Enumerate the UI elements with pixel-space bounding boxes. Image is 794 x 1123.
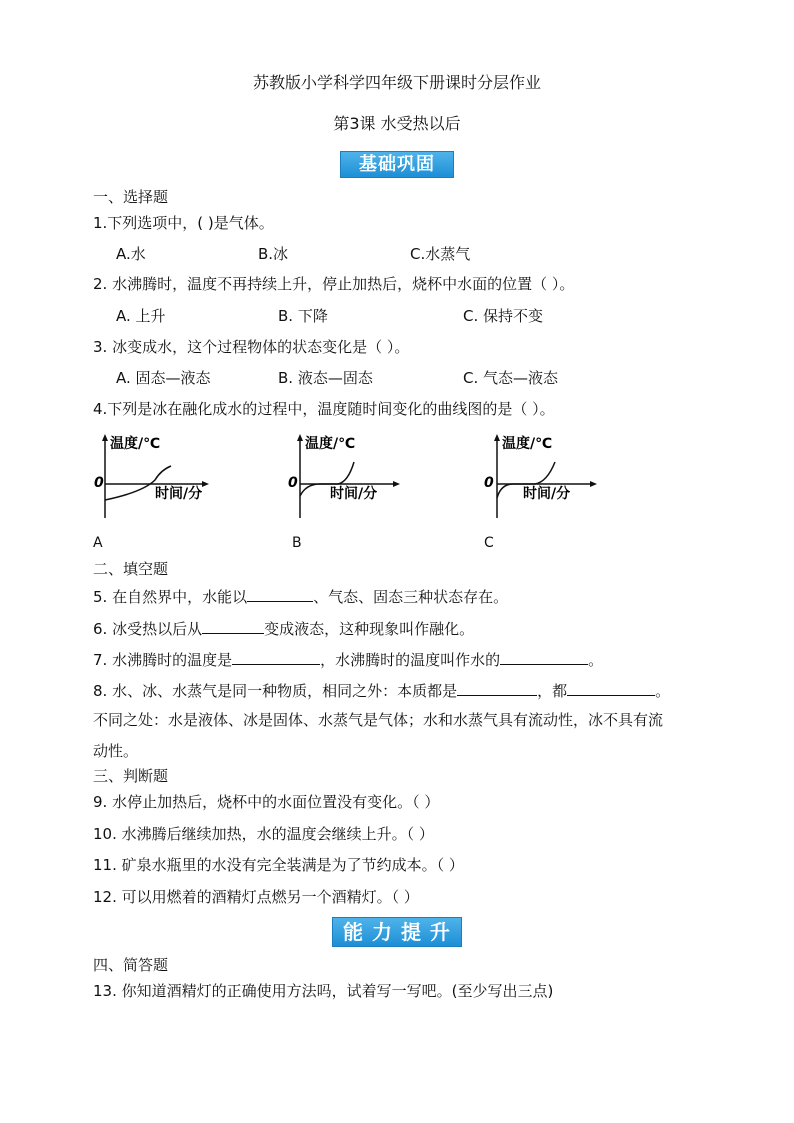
q2-option-b: B. 下降 xyxy=(278,307,328,325)
graph-b xyxy=(286,432,406,522)
question-2: 2. 水沸腾时，温度不再持续上升，停止加热后，烧杯中水面的位置（ ）。 xyxy=(93,275,575,293)
question-7 xyxy=(93,649,603,670)
graph-c-ylabel: 温度/℃ xyxy=(502,436,553,452)
graph-a xyxy=(93,432,213,522)
q5-blank[interactable] xyxy=(247,586,313,602)
q3-option-c: C. 气态—液态 xyxy=(463,369,559,387)
q1-option-b: B.冰 xyxy=(258,245,289,263)
question-13: 13. 你知道酒精灯的正确使用方法吗，试着写一写吧。(至少写出三点) xyxy=(93,982,554,1000)
q7-text-post: 。 xyxy=(588,651,604,669)
section-short-answer-heading: 四、简答题 xyxy=(93,956,169,974)
q8-blank-2[interactable] xyxy=(567,680,655,696)
q8-line-2: 不同之处：水是液体、冰是固体、水蒸气是气体；水和水蒸气具有流动性，冰不具有流 xyxy=(93,711,664,729)
section-judge-heading: 三、判断题 xyxy=(93,767,169,785)
q8-line-3: 动性。 xyxy=(93,742,139,760)
q3-option-a: A. 固态—液态 xyxy=(116,369,211,387)
graph-b-label: B xyxy=(292,535,302,551)
q6-text-post: 变成液态，这种现象叫作融化。 xyxy=(264,620,475,638)
question-3: 3. 冰变成水，这个过程物体的状态变化是（ ）。 xyxy=(93,338,410,356)
q6-text-pre: 6. 冰受热以后从 xyxy=(93,620,203,638)
q1-option-a: A.水 xyxy=(116,245,146,263)
q2-option-a: A. 上升 xyxy=(116,307,166,325)
graph-c-label: C xyxy=(484,535,494,551)
document-title: 苏教版小学科学四年级下册课时分层作业 xyxy=(252,73,541,92)
q5-text-post: 、气态、固态三种状态存在。 xyxy=(313,588,509,606)
question-8 xyxy=(93,680,670,701)
question-11: 11. 矿泉水瓶里的水没有完全装满是为了节约成本。（ ） xyxy=(93,856,464,874)
q7-text-mid: ，水沸腾时的温度叫作水的 xyxy=(320,651,501,669)
banner-advanced: 能 力 提 升 xyxy=(332,917,462,947)
question-6 xyxy=(93,618,474,639)
question-10: 10. 水沸腾后继续加热，水的温度会继续上升。（ ） xyxy=(93,825,434,843)
banner-basic: 基础巩固 xyxy=(340,151,454,178)
question-1: 1.下列选项中，( )是气体。 xyxy=(93,214,274,232)
graph-b-xlabel: 时间/分 xyxy=(330,486,378,502)
q8-text-pre: 8. 水、冰、水蒸气是同一种物质，相同之外：本质都是 xyxy=(93,682,458,700)
q6-blank[interactable] xyxy=(202,618,264,634)
question-5 xyxy=(93,586,508,607)
q8-text-mid: ，都 xyxy=(537,682,568,700)
graph-a-ylabel: 温度/℃ xyxy=(110,436,161,452)
graph-c-xlabel: 时间/分 xyxy=(523,486,571,502)
section-choice-heading: 一、选择题 xyxy=(93,188,169,206)
q8-text-post: 。 xyxy=(655,682,671,700)
q2-option-c: C. 保持不变 xyxy=(463,307,544,325)
graph-a-label: A xyxy=(93,535,103,551)
graph-b-origin: 0 xyxy=(288,475,298,491)
question-9: 9. 水停止加热后，烧杯中的水面位置没有变化。（ ） xyxy=(93,793,440,811)
graph-a-xlabel: 时间/分 xyxy=(155,486,203,502)
q3-option-b: B. 液态—固态 xyxy=(278,369,373,387)
graph-c xyxy=(483,432,603,522)
q7-blank-1[interactable] xyxy=(232,649,320,665)
q1-option-c: C.水蒸气 xyxy=(410,245,471,263)
section-fill-heading: 二、填空题 xyxy=(93,560,169,578)
question-12: 12. 可以用燃着的酒精灯点燃另一个酒精灯。（ ） xyxy=(93,888,419,906)
lesson-title: 第3课 水受热以后 xyxy=(333,114,461,133)
graph-a-origin: 0 xyxy=(94,475,104,491)
graph-c-origin: 0 xyxy=(484,475,494,491)
q7-text-pre: 7. 水沸腾时的温度是 xyxy=(93,651,233,669)
question-4: 4.下列是冰在融化成水的过程中，温度随时间变化的曲线图的是（ ）。 xyxy=(93,400,555,418)
q8-blank-1[interactable] xyxy=(457,680,537,696)
graph-b-ylabel: 温度/℃ xyxy=(305,436,356,452)
q7-blank-2[interactable] xyxy=(500,649,588,665)
q5-text-pre: 5. 在自然界中，水能以 xyxy=(93,588,248,606)
